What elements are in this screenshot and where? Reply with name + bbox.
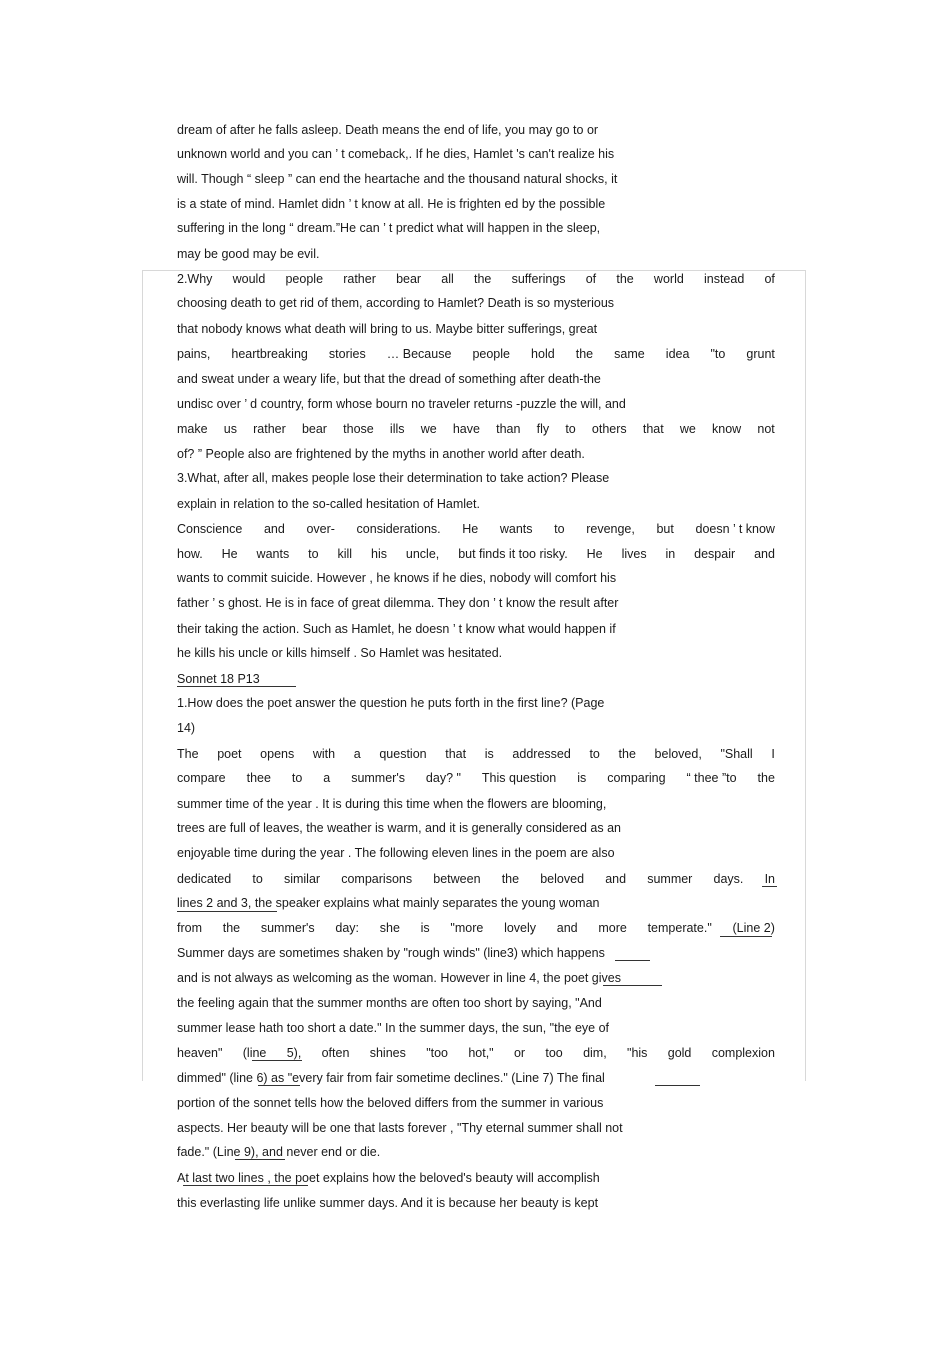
word: to	[252, 872, 263, 886]
word: we	[679, 422, 696, 436]
text-line: suffering in the long “ dream.”He can ’ t predict what will happen in the sleep,	[177, 221, 601, 235]
word: people	[285, 272, 324, 286]
word: a	[353, 747, 361, 761]
word: beloved,	[654, 747, 702, 761]
word: us	[223, 422, 237, 436]
word: The	[177, 747, 199, 761]
word: "more	[450, 921, 484, 935]
sonnet-heading: Sonnet 18 P13	[177, 672, 260, 686]
text-line: enjoyable time during the year . The following eleven lines in the poem are also	[177, 846, 615, 860]
word: and	[754, 547, 775, 561]
word: instead	[703, 272, 745, 286]
word: (line	[242, 1046, 267, 1060]
text-line: dream of after he falls asleep. Death means the end of life, you may go to or	[177, 123, 599, 137]
word: or	[513, 1046, 526, 1060]
word: He	[586, 547, 603, 561]
word: is	[577, 771, 587, 785]
word: same	[614, 347, 645, 361]
justified-line	[177, 346, 775, 362]
word: "too	[426, 1046, 449, 1060]
word: complexion	[711, 1046, 775, 1060]
text-line: undisc over ’ d country, form whose bourn no traveler returns -puzzle the will, and	[177, 397, 626, 411]
word: the	[222, 921, 241, 935]
word: have	[452, 422, 480, 436]
word: more	[598, 921, 627, 935]
text-line: lines 2 and 3, the speaker explains what mainly separates the young woman	[177, 896, 600, 910]
word: with	[312, 747, 336, 761]
question-2-line	[177, 271, 775, 287]
text-line: that nobody knows what death will bring to us. Maybe bitter sufferings, great	[177, 322, 598, 336]
word: wants	[256, 547, 290, 561]
word: kill	[337, 547, 353, 561]
word: summer's	[351, 771, 405, 785]
word: his	[371, 547, 387, 561]
word: of	[585, 272, 597, 286]
word: others	[591, 422, 627, 436]
text-line: trees are full of leaves, the weather is warm, and it is generally considered as an	[177, 821, 621, 835]
word: Conscience	[177, 522, 243, 536]
word: I	[771, 747, 775, 761]
text-line: choosing death to get rid of them, according to Hamlet? Death is so mysterious	[177, 296, 615, 310]
underline-rule	[235, 1159, 285, 1160]
word: beloved	[540, 872, 585, 886]
word: hot,"	[468, 1046, 494, 1060]
word: stories	[328, 347, 366, 361]
justified-line	[177, 920, 775, 936]
underline-rule	[177, 686, 296, 687]
text-line: may be good may be evil.	[177, 247, 320, 261]
text-line: 14)	[177, 721, 196, 735]
word: fly	[536, 422, 550, 436]
word: pains,	[177, 347, 211, 361]
word: opens	[260, 747, 295, 761]
word: "his	[627, 1046, 648, 1060]
word: days.	[713, 872, 744, 886]
text-line: dimmed" (line 6) as "every fair from fair sometime declines." (Line 7) The final	[177, 1071, 605, 1085]
word: those	[343, 422, 374, 436]
question-3-line: 3.What, after all, makes people lose their determination to take action? Please	[177, 471, 610, 485]
word: summer	[647, 872, 693, 886]
text-line: father ’ s ghost. He is in face of great dilemma. They don ’ t know the result after	[177, 596, 619, 610]
word: and	[605, 872, 627, 886]
word: make	[177, 422, 208, 436]
word: "to	[710, 347, 726, 361]
sonnet-question-1: 1.How does the poet answer the question he puts forth in the first line? (Page	[177, 696, 605, 710]
text-line: wants to commit suicide. However , he knows if he dies, nobody will comfort his	[177, 571, 617, 585]
text-line: aspects. Her beauty will be one that lasts forever , "Thy eternal summer shall not	[177, 1121, 623, 1135]
word: a	[323, 771, 331, 785]
justified-line	[177, 746, 775, 762]
underline-rule	[615, 960, 650, 961]
word: often	[321, 1046, 350, 1060]
word: He	[462, 522, 479, 536]
word: but	[656, 522, 674, 536]
word: world	[653, 272, 684, 286]
word: despair	[694, 547, 736, 561]
text-line: is a state of mind. Hamlet didn ’ t know at all. He is frighten ed by the possible	[177, 197, 606, 211]
word: In	[764, 872, 775, 886]
word: dim,	[583, 1046, 607, 1060]
word: to	[554, 522, 565, 536]
word: people	[472, 347, 510, 361]
word: rather	[343, 272, 376, 286]
word: revenge,	[586, 522, 635, 536]
underline-rule	[258, 1085, 300, 1086]
word: the	[501, 872, 520, 886]
word: 5),	[286, 1046, 302, 1060]
justified-line	[177, 546, 775, 562]
word: to	[291, 771, 303, 785]
word: compare	[177, 771, 226, 785]
word: lives	[621, 547, 647, 561]
word: that	[445, 747, 467, 761]
text-line: Summer days are sometimes shaken by "rough winds" (line3) which happens	[177, 946, 605, 960]
word: shines	[369, 1046, 406, 1060]
word: idea	[665, 347, 690, 361]
word: to	[589, 747, 600, 761]
justified-line	[177, 521, 775, 537]
word: thee	[246, 771, 271, 785]
text-line: summer time of the year . It is during this time when the flowers are blooming,	[177, 797, 607, 811]
word: bear	[396, 272, 422, 286]
underline-rule	[762, 886, 777, 887]
underline-rule	[252, 1060, 302, 1061]
word: … Because	[386, 347, 452, 361]
word: and	[556, 921, 578, 935]
word: This question	[481, 771, 557, 785]
text-line: fade." (Line 9), and never end or die.	[177, 1145, 381, 1159]
word: bear	[301, 422, 327, 436]
word: heartbreaking	[231, 347, 308, 361]
word: she	[379, 921, 400, 935]
justified-line	[177, 871, 775, 887]
word: sufferings	[511, 272, 566, 286]
justified-line	[177, 1045, 775, 1061]
word: question	[379, 747, 427, 761]
word: (Line 2)	[732, 921, 775, 935]
text-line: their taking the action. Such as Hamlet, he doesn ’ t know what would happen if	[177, 622, 616, 636]
word: all	[441, 272, 454, 286]
word: 2.Why	[177, 272, 213, 286]
text-line: At last two lines , the poet explains how the beloved's beauty will accomplish	[177, 1171, 600, 1185]
word: the	[616, 272, 634, 286]
word: summer's	[260, 921, 315, 935]
word: that	[642, 422, 664, 436]
text-line: of? ” People also are frightened by the myths in another world after death.	[177, 447, 585, 461]
word: He	[221, 547, 238, 561]
word: gold	[667, 1046, 692, 1060]
word: to	[565, 422, 576, 436]
text-line: and is not always as welcoming as the woman. However in line 4, the poet gives	[177, 971, 621, 985]
word: the	[757, 771, 775, 785]
word: of	[764, 272, 775, 286]
text-line: summer lease hath too short a date." In the summer days, the sun, "the eye of	[177, 1021, 610, 1035]
text-line: the feeling again that the summer months are often too short by saying, "And	[177, 996, 602, 1010]
text-line: explain in relation to the so-called hesitation of Hamlet.	[177, 497, 480, 511]
underline-rule	[603, 985, 662, 986]
word: is	[420, 921, 430, 935]
word: similar	[283, 872, 321, 886]
word: heaven"	[177, 1046, 223, 1060]
word: day:	[335, 921, 360, 935]
word: rather	[253, 422, 286, 436]
word: uncle,	[405, 547, 440, 561]
word: ills	[389, 422, 405, 436]
word: dedicated	[177, 872, 232, 886]
word: not	[757, 422, 775, 436]
word: considerations.	[356, 522, 441, 536]
text-line: portion of the sonnet tells how the beloved differs from the summer in various	[177, 1096, 604, 1110]
word: the	[473, 272, 492, 286]
word: in	[665, 547, 676, 561]
word: comparisons	[341, 872, 413, 886]
underline-rule	[655, 1085, 700, 1086]
word: addressed	[512, 747, 571, 761]
justified-line	[177, 770, 775, 786]
underline-rule	[177, 911, 277, 912]
word: but finds it too risky.	[458, 547, 568, 561]
word: and	[263, 522, 285, 536]
word: “ thee ”to	[686, 771, 737, 785]
word: grunt	[746, 347, 775, 361]
word: wants	[499, 522, 533, 536]
word: we	[420, 422, 437, 436]
word: how.	[177, 547, 203, 561]
word: between	[433, 872, 481, 886]
word: to	[308, 547, 319, 561]
word: is	[484, 747, 494, 761]
word: poet	[217, 747, 242, 761]
word: the	[575, 347, 594, 361]
underline-rule	[720, 936, 772, 937]
text-line: unknown world and you can ’ t comeback,. If he dies, Hamlet 's can't realize his	[177, 147, 615, 161]
text-line: will. Though “ sleep ” can end the heartache and the thousand natural shocks, it	[177, 172, 618, 186]
word: day? "	[425, 771, 461, 785]
word: comparing	[607, 771, 666, 785]
word: know	[712, 422, 742, 436]
text-line: he kills his uncle or kills himself . So Hamlet was hesitated.	[177, 646, 503, 660]
word: would	[232, 272, 266, 286]
word: doesn ’ t know	[695, 522, 775, 536]
word: temperate."	[647, 921, 712, 935]
text-line: this everlasting life unlike summer days. And it is because her beauty is kept	[177, 1196, 599, 1210]
word: the	[618, 747, 636, 761]
word: than	[496, 422, 521, 436]
word: over-	[306, 522, 335, 536]
word: too	[545, 1046, 563, 1060]
justified-line	[177, 421, 775, 437]
word: hold	[531, 347, 555, 361]
word: lovely	[504, 921, 537, 935]
text-line: and sweat under a weary life, but that the dread of something after death-the	[177, 372, 601, 386]
word: "Shall	[720, 747, 753, 761]
word: from	[177, 921, 202, 935]
underline-rule	[183, 1185, 308, 1186]
